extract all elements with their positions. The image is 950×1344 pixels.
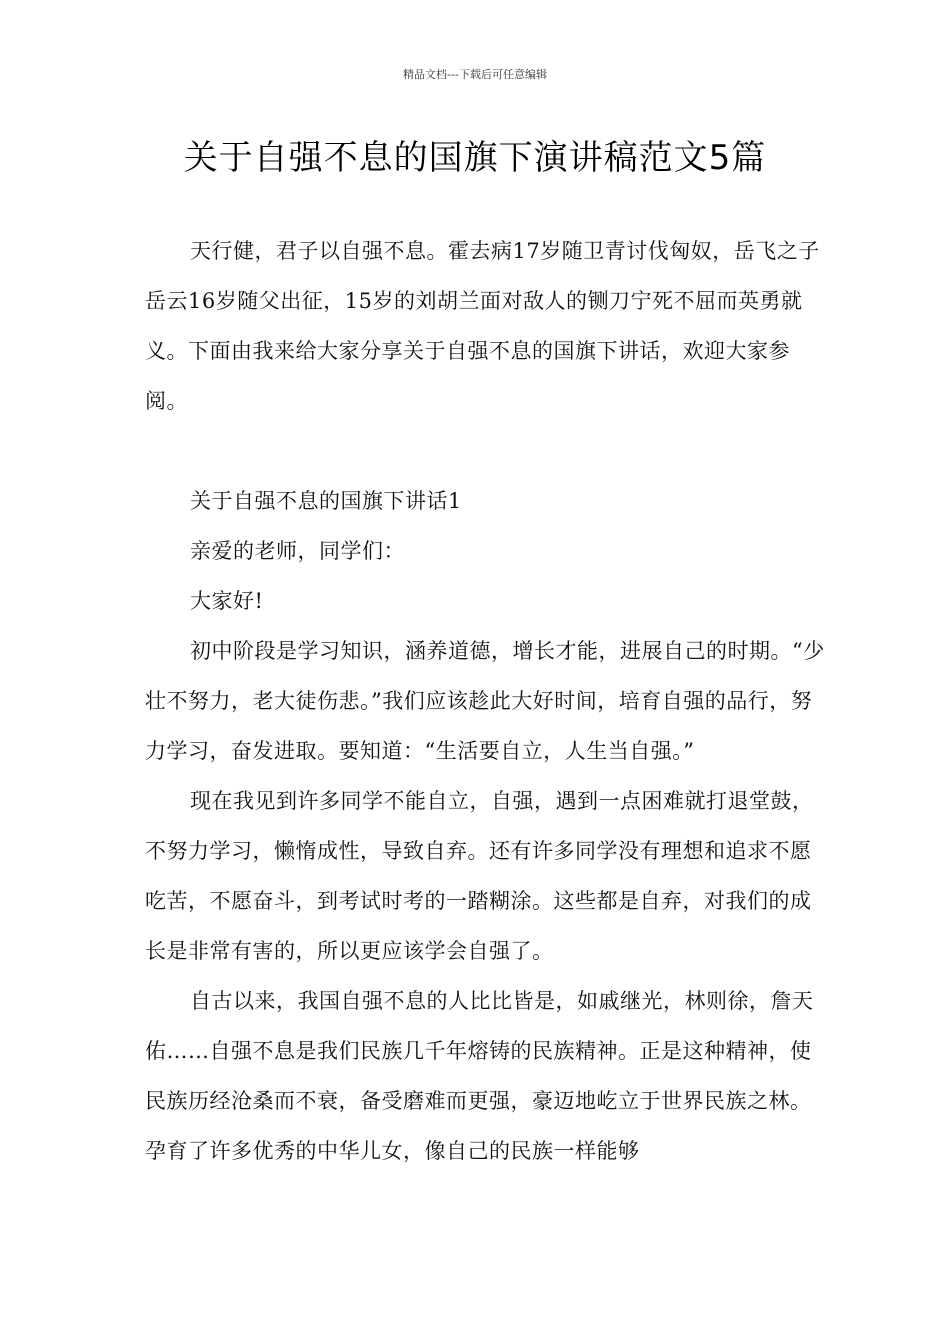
- speech-section: [145, 476, 825, 1176]
- body-paragraph: 自古以来，我国自强不息的人比比皆是，如戚继光，林则徐，詹天佑……自强不息是我们民族几千年熔铸的民族精神。正是这种精神，使民族历经沧桑而不衰，备受磨难而更强，豪迈地屹立于世界民族之林。孕育了许多优秀的中华儿女，像自己的民族一样能够: [145, 989, 814, 1163]
- intro-section: [145, 226, 825, 426]
- document-title: 关于自强不息的国旗下演讲稿范文5篇: [183, 138, 767, 178]
- body-paragraph: 现在我见到许多同学不能自立，自强，遇到一点困难就打退堂鼓，不努力学习，懒惰成性，导致自弃。还有许多同学没有理想和追求不愿吃苦，不愿奋斗，到考试时考的一踏糊涂。这些都是自弃，对我们的成长是非常有害的，所以更应该学会自强了。: [145, 789, 814, 963]
- intro-paragraph: 天行健，君子以自强不息。霍去病17岁随卫青讨伐匈奴，岳飞之子岳云16岁随父出征，15岁的刘胡兰面对敌人的铡刀宁死不屈而英勇就义。下面由我来给大家分享关于自强不息的国旗下讲话，欢迎大家参阅。: [145, 239, 820, 413]
- header-note: 精品文档---下载后可任意编辑: [403, 68, 547, 81]
- salutation: 亲爱的老师，同学们：: [190, 539, 405, 563]
- body-paragraph: 初中阶段是学习知识，涵养道德，增长才能，进展自己的时期。“少壮不努力，老大徒伤悲。”我们应该趁此大好时间，培育自强的品行，努力学习，奋发进取。要知道：“生活要自立，人生当自强。”: [145, 639, 825, 763]
- section-title: 关于自强不息的国旗下讲话1: [190, 489, 462, 513]
- greeting: 大家好!: [190, 589, 264, 613]
